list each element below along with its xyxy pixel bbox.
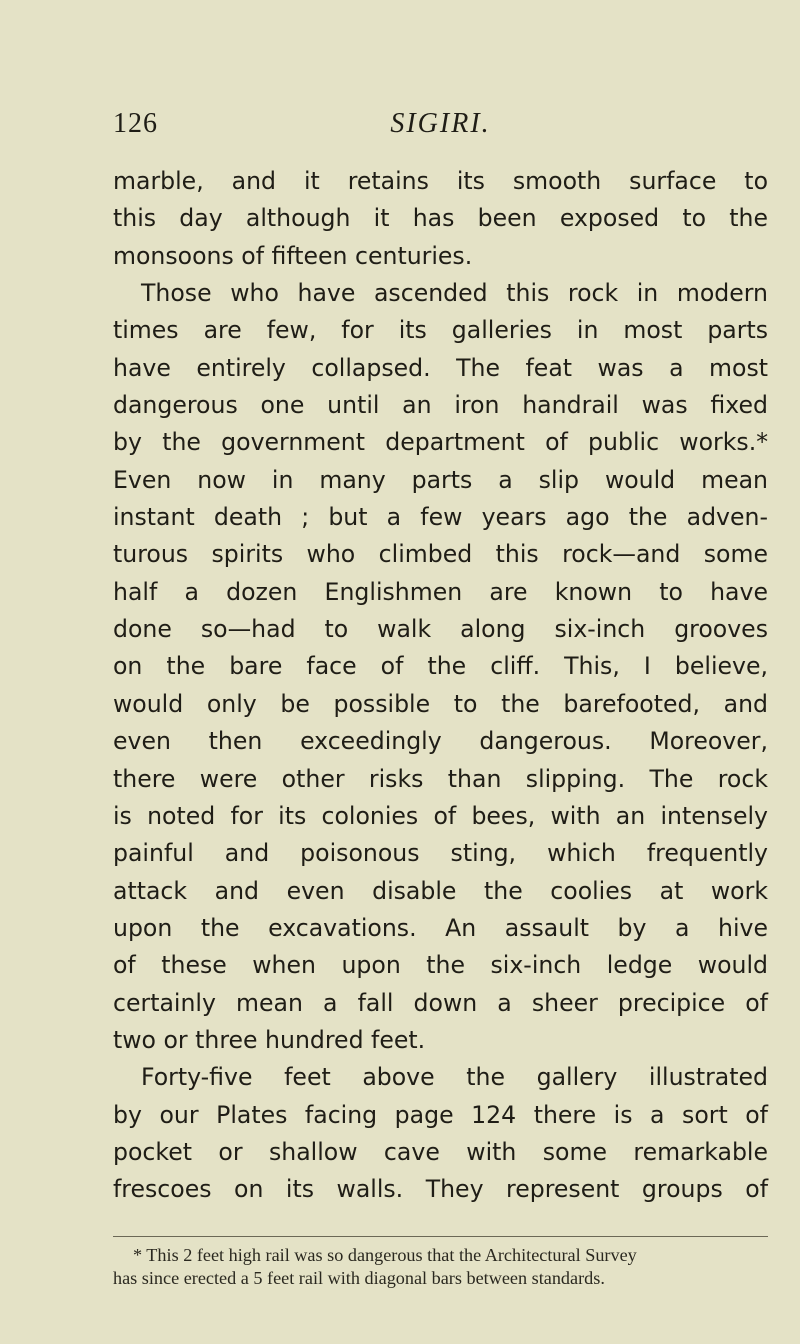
body-line: painful and poisonous sting, which frequently xyxy=(113,839,768,868)
body-line: on the bare face of the cliff. This, I believe, xyxy=(113,652,768,681)
body-line: is noted for its colonies of bees, with an intensely xyxy=(113,801,768,830)
body-line: two or three hundred feet. xyxy=(113,1025,426,1054)
body-line: Even now in many parts a slip would mean xyxy=(113,465,768,494)
body-line: of these when upon the six-inch ledge would xyxy=(113,951,768,980)
body-line: frescoes on its walls. They represent groups of xyxy=(113,1175,768,1204)
body-line: Those who have ascended this rock in modern xyxy=(141,279,768,308)
body-line: certainly mean a fall down a sheer precipice of xyxy=(113,988,768,1017)
body-text xyxy=(113,163,768,1209)
body-line: monsoons of fifteen centuries. xyxy=(113,241,473,270)
body-line: dangerous one until an iron handrail was fixed xyxy=(113,391,768,420)
footnote-line: * This 2 feet high rail was so dangerous that the Architectural Survey xyxy=(133,1245,637,1265)
body-line: even then exceedingly dangerous. Moreover, xyxy=(113,727,768,756)
footnote-divider xyxy=(113,1236,768,1237)
body-line: by the government department of public works.* xyxy=(113,428,768,457)
page-header xyxy=(113,100,768,150)
body-line: done so—had to walk along six-inch grooves xyxy=(113,615,768,644)
footnote xyxy=(113,1244,768,1290)
body-line: marble, and it retains its smooth surface to xyxy=(113,167,768,195)
body-line: Forty-five feet above the gallery illustrated xyxy=(141,1063,768,1092)
body-line: upon the excavations. An assault by a hive xyxy=(113,913,768,942)
body-line: there were other risks than slipping. The rock xyxy=(113,764,768,793)
body-line: times are few, for its galleries in most parts xyxy=(113,316,768,345)
footnote-line: has since erected a 5 feet rail with diagonal bars between standards. xyxy=(113,1268,605,1288)
body-line: have entirely collapsed. The feat was a most xyxy=(113,353,768,382)
body-line: by our Plates facing page 124 there is a sort of xyxy=(113,1100,768,1129)
body-line: this day although it has been exposed to the xyxy=(113,204,768,233)
body-line: would only be possible to the barefooted, and xyxy=(113,689,768,718)
page-number: 126 xyxy=(113,108,158,139)
body-line: turous spirits who climbed this rock—and some xyxy=(113,540,768,569)
running-head: SIGIRI. xyxy=(390,108,491,139)
body-line: instant death ; but a few years ago the adven- xyxy=(113,503,768,532)
body-line: half a dozen Englishmen are known to have xyxy=(113,577,768,606)
body-line: attack and even disable the coolies at work xyxy=(113,876,768,905)
body-line: pocket or shallow cave with some remarkable xyxy=(113,1137,768,1166)
